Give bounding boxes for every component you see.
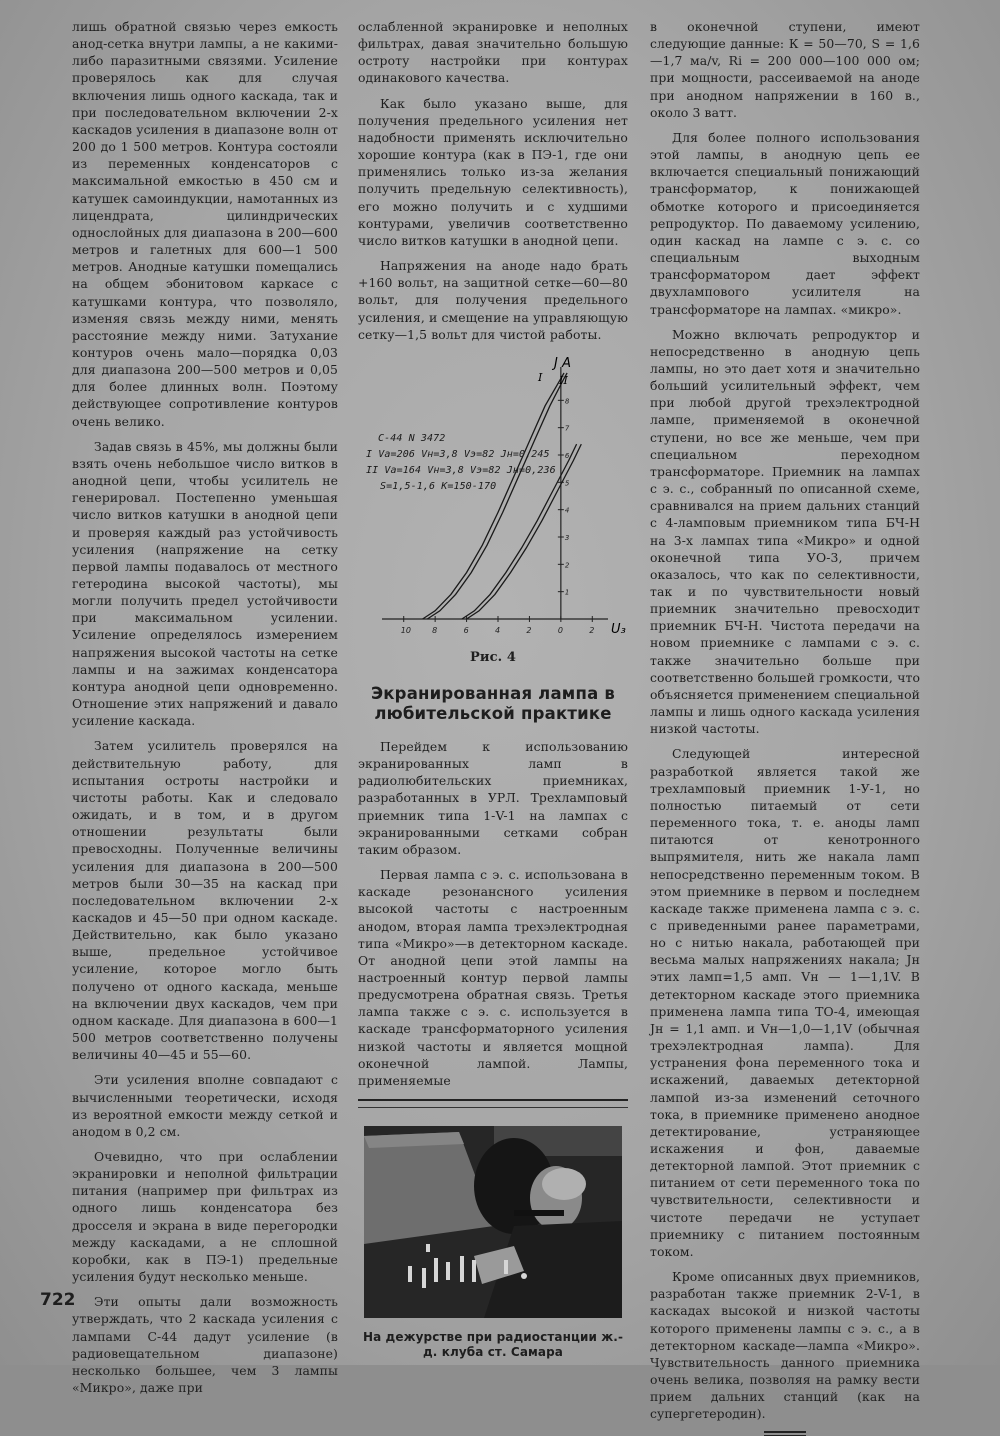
y-tick-label: 3: [564, 533, 570, 542]
chart-axes: [382, 367, 608, 619]
chart-annotation: I Va=206 Vн=3,8 Vэ=82 Jн=0,245: [366, 448, 550, 460]
figure-caption: Рис. 4: [469, 649, 517, 665]
chart-curves: [423, 370, 582, 619]
y-tick-label: 5: [564, 479, 570, 488]
column-right: [650, 18, 920, 1436]
paragraph: Эти опыты дали возможность утверждать, что 2 каскада усиления с лампами С-44 дадут усиление (в радиовещательном диапазоне) несколько большее, чем 3 лампы «Микро», даже при: [72, 1294, 338, 1396]
paragraph: Для более полного использования этой лампы, в анодную цепь ее включается специальный понижающий трансформатор, к понижающей обмотке которого и присоединяется репродуктор. По даваемому усилению, один каскад на лампе с э. с. со специальным выходным трансформатором дает эффект двухлампового усилителя на трансформаторе на лампах. «микро».: [650, 129, 920, 317]
curve-label-I: I: [538, 370, 543, 384]
x-tick-label: 0: [557, 625, 564, 635]
chart-y-label: J A: [554, 355, 572, 371]
chart-x-label: U₃: [611, 621, 626, 637]
chart-svg: [358, 351, 628, 646]
paragraph: Как было указано выше, для получения предельного усиления нет надобности применять исключительно хорошие контура (как в ПЭ-1, где они применялись только из-за желания получить предельную селективность), его можно получить и с худшими контурами, увеличив соответственно число витков катушки в анодной цепи.: [358, 95, 628, 248]
paragraph: Эти усиления вполне совпадают с вычисленными теоретически, исходя из вероятной емкости между сеткой и анодом в 0,2 см.: [72, 1072, 338, 1139]
y-tick-label: 4: [564, 506, 570, 515]
paragraph: Задав связь в 45%, мы должны были взять очень небольшое число витков в анодной цепи, чтобы усилитель не генерировал. Постепенно уменьшая число витков катушки в анодной цепи и проверяя каждый раз устойчивость усиления (напряжение на сетку первой лампы подавалось от местного гетеродина высокой частоты), мы могли получить предел устойчивости при максимальном усилении. Усиление определялось измерением напряжения высокой частоты на сетке лампы и на зажимах конденсатора контура анодной цепи одновременно. Отношение этих напряжений и давало усиление каскада.: [72, 438, 338, 729]
paragraph: ослабленной экранировке и неполных фильтрах, давая значительно большую остроту настройки при контурах одинакового качества.: [358, 19, 628, 86]
paragraph: Перейдем к использованию экранированных ламп в радиолюбительских приемниках, разработанных в УРЛ. Трехламповый приемник типа 1-V-1 на лампах с экранированными сетками собран таким образом.: [358, 738, 628, 857]
paragraph: Затем усилитель проверялся на действительную работу, для испытания остроты настройки и чистоты работы. Как и следовало ожидать, и в том, и в другом отношении результаты были превосходны. Полученные величины усиления для диапазона в 200—500 метров были 30—35 на каскад при последовательном включении 2-х каскадов и 45—50 при одном каскаде. Действительно, как было указано выше, предельное устойчивое усиление, которое могло быть получено от одного каскада, меньше на включении двух каскадов, чем при одном каскаде. Для диапазона в 600—1 500 метров соответственно получены величины 40—45 и 55—60.: [72, 738, 338, 1063]
chart-annotation: II Va=164 Vн=3,8 Vэ=82 Jн=0,236: [366, 464, 556, 476]
x-tick-label: 8: [432, 625, 438, 635]
paragraph: Напряжения на аноде надо брать +160 вольт, на защитной сетке—60—80 вольт, для получения предельного усиления, и смещение на управляющую сетку—1,5 вольт для чистой работы.: [358, 258, 628, 342]
paragraph: Можно включать репродуктор и непосредственно в анодную цепь лампы, но это дает хотя и значительно больший усилительный эффект, чем при любой другой трехэлектродной лампе, применяемой в оконечной ступени, но все же меньше, чем при специальном переходном трансформаторе. Приемник на лампах с э. с., собранный по описанной схеме, сравнивался на прием дальних станций с 4-ламповым приемником типа БЧ-Н на 3-х лампах типа «Микро» и одной оконечной типа УО-3, причем оказалось, что как по селективности, так и по чувствительности новый приемник значительно превосходит приемник БЧ-Н. Чистота передачи на новом приемнике с лампами с э. с. также значительно больше при соответственно большей громкости, что объясняется применением специальной лампы и лишь одного каскада усиления низкой частоты.: [650, 326, 920, 737]
y-tick-label: 7: [564, 424, 570, 433]
x-tick-label: 4: [495, 625, 501, 635]
chart-annotation: С-44 N 3472: [378, 432, 446, 444]
paragraph: лишь обратной связью через емкость анод-сетка внутри лампы, а не какими-либо паразитными связями. Усиление проверялось как для случая включения лишь одного каскада, так и при последовательном включении 2-х каскадов усиления в диапазоне волн от 200 до 1 500 метров. Контура состояли из переменных конденсаторов с максимальной емкостью в 450 см и катушек самоиндукции, намотанных из лицендрата, цилиндрических однослойных для диапазона в 200—600 метров и галетных для 600—1 500 метров. Анодные катушки помещались на общем эбонитовом каркасе с катушками контура, что позволяло, изменяя связь между ними, менять расстояние между ними. Затухание контуров очень мало—порядка 0,03 для диапазона 200—500 метров и 0,05 для более длинных волн. Поэтому действующее сопротивление контуров очень велико.: [72, 19, 338, 429]
x-tick-label: 2: [526, 625, 532, 635]
paragraph: Кроме описанных двух приемников, разработан также приемник 2-V-1, в каскадах высокой и низкой частоты которого применены лампы с э. с., а в детекторном каскаде—лампа «Микро». Чувствительность данного приемника очень велика, позволяя на рамку вести прием дальних станций (как на супергетеродин).: [650, 1269, 920, 1422]
paragraph: Следующей интересной разработкой является такой же трехламповый приемник 1-У-1, но полностью питаемый от сети переменного тока, т. е. аноды ламп питаются от кенотронного выпрямителя, нить же накала ламп непосредственно переменным током. В этом приемнике в первом и последнем каскаде также применена лампа с э. с. с приведенными ранее параметрами, но с нитью накала, работающей при весьма малых напряжениях накала; Jн этих ламп=1,5 амп. Vн — 1—1,1V. В детекторном каскаде этого приемника применена лампа типа ТО-4, имеющая Jн = 1,1 амп. и Vн—1,0—1,1V (обычная трехэлектродная лампа). Для устранения фона переменного тока и искажений, даваемых детекторной лампой из-за изменений сеточного тока, в приемнике применено анодное детектирование, устраняющее искажения и фон, даваемые детекторной лампой. Этот приемник с питанием от сети переменного тока по чувствительности, селективности и чистоте передачи не уступает приемнику с питанием постоянным током.: [650, 746, 920, 1259]
x-tick-label: 2: [589, 625, 595, 635]
photo-radio-operator: [364, 1126, 622, 1318]
photo-image: [364, 1126, 622, 1318]
section-divider: [358, 1099, 628, 1108]
section-heading: Экранированная лампа в любительской практике: [370, 683, 616, 723]
column-left: [72, 18, 338, 1404]
curve-i-2-: [427, 370, 567, 619]
paragraph: Очевидно, что при ослаблении экранировки и неполной фильтрации питания (например при фильтрах из одного лишь конденсатора без дросселя и экрана в виде перегородки между каскадами, а не сплошной коробки, как в ПЭ-1) предельные усиления будут несколько меньше.: [72, 1149, 338, 1285]
curve-i: [423, 370, 564, 619]
y-tick-label: 6: [564, 451, 570, 460]
paragraph: Первая лампа с э. с. использована в каскаде резонансного усиления высокой частоты с настроенным анодом, вторая лампа трехэлектродная типа «Микро»—в детекторном каскаде. От анодной цепи этой лампы на настроенный контур первой лампы предусмотрена обратная связь. Третья лампа также с э. с. используется в каскаде трансформаторного усиления низкой частоты и является мощной оконечной лампой. Лампы, применяемые: [358, 867, 628, 1088]
chart-annotations: [366, 433, 556, 492]
column-middle: [358, 18, 628, 1360]
article-end-rule: [764, 1431, 806, 1436]
paragraph: в оконечной ступени, имеют следующие данные: К = 50—70, S = 1,6—1,7 ма/v, Ri = 200 000—100 000 ом; при мощности, рассеиваемой на аноде при анодном напряжении в 160 в., около 3 ватт.: [650, 19, 920, 120]
x-tick-label: 10: [400, 625, 412, 635]
y-tick-label: 1: [564, 588, 570, 597]
curve-label-II: II: [559, 373, 568, 387]
y-tick-label: 8: [564, 397, 570, 406]
photo-caption: На дежурстве при радиостанции ж.-д. клуба ст. Самара: [362, 1330, 624, 1360]
x-tick-label: 6: [463, 625, 469, 635]
chart-annotation: S=1,5-1,6 K=150-170: [380, 480, 497, 492]
y-tick-label: 2: [564, 561, 570, 570]
figure-4-chart: [358, 351, 628, 651]
page-number: 722: [40, 1290, 76, 1310]
